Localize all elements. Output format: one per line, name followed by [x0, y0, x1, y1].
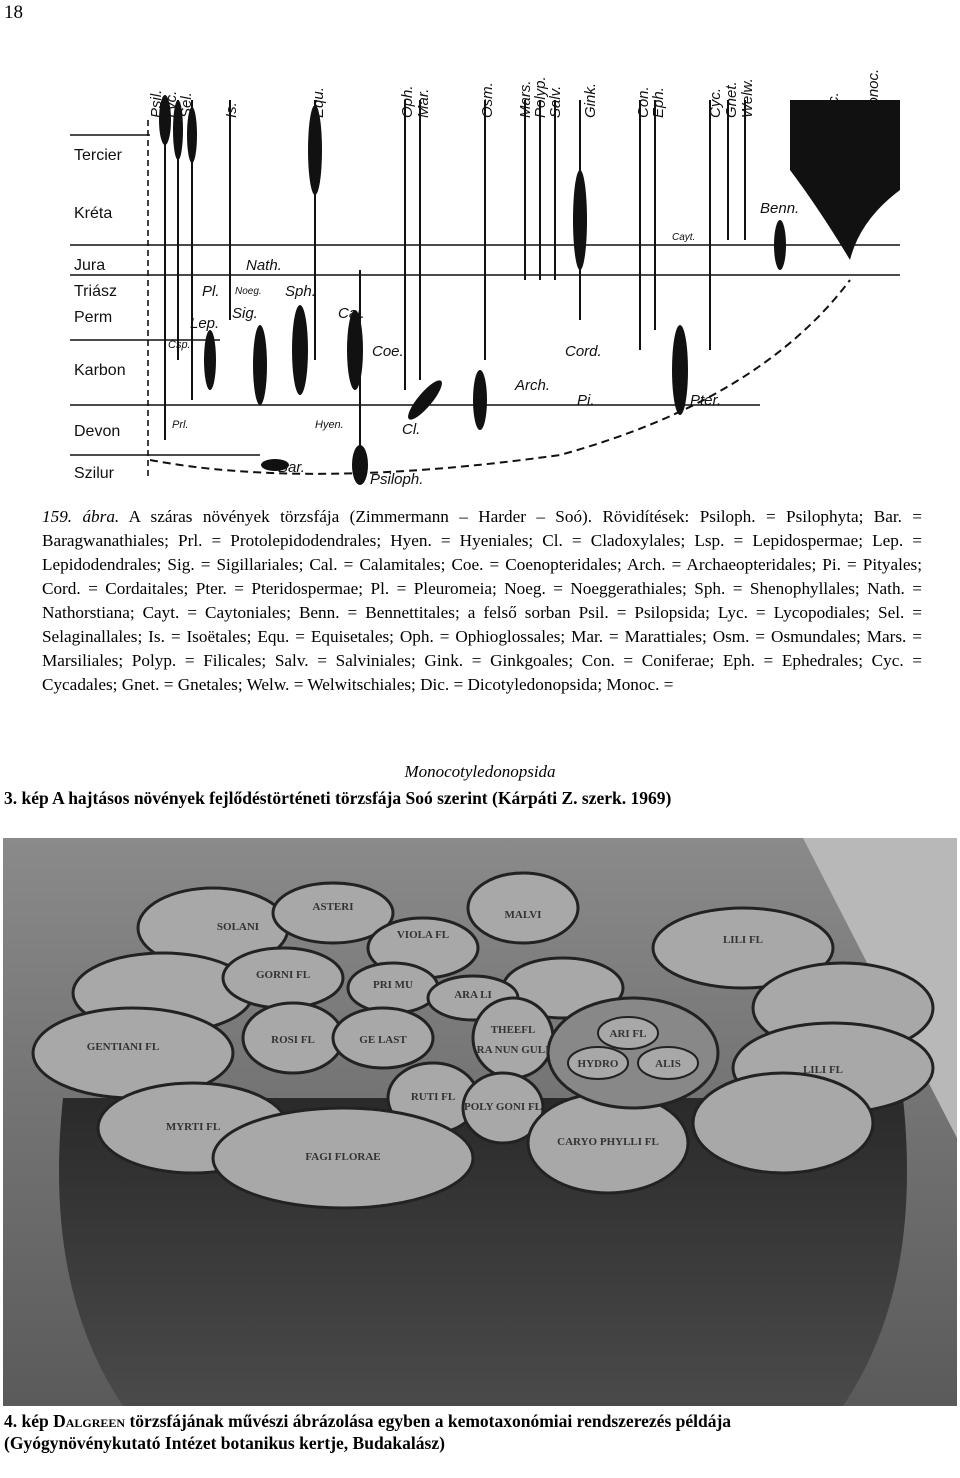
- plaque-rosi: ROSI FL: [271, 1034, 315, 1046]
- label-polyp: Polyp.: [532, 76, 549, 118]
- figure-number: 159. ábra.: [42, 507, 120, 526]
- label-mars: Mars.: [517, 80, 534, 118]
- plaque-gelast: GE LAST: [359, 1034, 407, 1046]
- plaque-gentiani: GENTIANI FL: [86, 1041, 160, 1053]
- plaque-viola: VIOLA FL: [396, 929, 450, 941]
- plaque-arali: ARA LI: [454, 989, 492, 1001]
- label-welw: Welw.: [739, 78, 756, 118]
- label-prl: Prl.: [172, 419, 189, 431]
- caption-4-line1: törzsfájának művészi ábrázolása egyben a kemotaxonómiai rendszerezés példája: [129, 1411, 732, 1431]
- label-osm: Osm.: [479, 82, 496, 118]
- plaque-ruti: RUTI FL: [410, 1091, 456, 1103]
- label-cayt: Cayt.: [672, 232, 696, 243]
- plaque-polygoni: POLY GONI FL: [463, 1101, 543, 1113]
- plaque-gorni: GORNI FL: [255, 969, 311, 981]
- caption-figure-4: [4, 1410, 954, 1454]
- label-sel: Sel.: [178, 92, 195, 118]
- label-cal: Cal.: [338, 305, 365, 322]
- label-csp: Csp.: [168, 339, 191, 351]
- figure-legend: [42, 505, 922, 697]
- label-pl: Pl.: [202, 283, 220, 300]
- sculpture-photo: [3, 838, 957, 1406]
- label-monoc: Monoc.: [865, 68, 882, 118]
- caption-figure-3: 3. kép A hajtásos növények fejlődéstörténeti törzsfája Soó szerint (Kárpáti Z. szerk. 1969): [4, 788, 672, 808]
- label-arch: Arch.: [515, 377, 551, 394]
- plaque-asteri: ASTERI: [312, 901, 354, 913]
- label-hyen: Hyen.: [315, 419, 344, 431]
- era-jura: Jura: [74, 257, 106, 274]
- label-psiloph: Psiloph.: [370, 471, 424, 488]
- plaque-theefl: THEEFL: [490, 1024, 536, 1036]
- plaque-primu: PRI MU: [372, 979, 414, 991]
- label-sig: Sig.: [232, 305, 258, 322]
- era-devon: Devon: [74, 423, 121, 440]
- plaque-malvi: MALVI: [504, 909, 542, 921]
- label-nath: Nath.: [246, 257, 282, 274]
- label-coe: Coe.: [372, 343, 404, 360]
- caption-4-name: Dalgreen: [53, 1411, 126, 1431]
- plaque-solani: SOLANI: [216, 921, 260, 933]
- label-oph: Oph.: [399, 85, 416, 118]
- label-salv: Salv.: [547, 85, 564, 118]
- label-pter: Pter.: [690, 392, 722, 409]
- era-kreta: Kréta: [74, 205, 113, 222]
- era-karbon: Karbon: [74, 362, 126, 379]
- label-lyc: Lyc.: [163, 90, 180, 118]
- label-cord: Cord.: [565, 343, 602, 360]
- tree-drawing: [60, 60, 900, 500]
- label-benn: Benn.: [760, 200, 800, 217]
- label-lep: Lep.: [190, 315, 220, 332]
- plaque-lili-1: LILI FL: [722, 934, 764, 946]
- plaque-hydro: HYDRO: [577, 1058, 619, 1070]
- label-psil: Psil.: [148, 89, 165, 118]
- label-sph: Sph.: [285, 283, 316, 300]
- era-perm: Perm: [74, 309, 113, 326]
- plaque-alis: ALIS: [655, 1058, 681, 1070]
- legend-last-line: Monocotyledonopsida: [404, 762, 556, 781]
- label-eph: Eph.: [650, 87, 667, 118]
- plaque-lili-2: LILI FL: [802, 1064, 844, 1076]
- era-szilur: Szilur: [74, 465, 115, 482]
- label-noeg: Noeg.: [235, 286, 262, 297]
- label-gink: Gink.: [582, 82, 599, 118]
- plaque-fagi: FAGI FLORAE: [305, 1151, 381, 1163]
- label-cyc: Cyc.: [707, 88, 724, 118]
- era-tercier: Tercier: [74, 147, 123, 164]
- legend-text: A száras növények törzsfája (Zimmermann – Harder – Soó). Rövidítések: Psiloph. = Psilophyta; Bar. = Baragwanathiales; Prl. = Protolepidodendrales; Hyen. = Hyeniales; Cl. = Cladoxylales; Lsp. = Lepidospermae; Lep. = Lepidodendrales; Sig. = Sigillariales; Cal. = Calamitales; Coe. = Coenopteridales; Arch. = Archaeopteridales; Pi. = Pityales; Cord. = Cordaitales; Pter. = Pteridospermae; Pl. = Pleuromeia; Noeg. = Noeggerathiales; Sph. = Shenophyllales; Nath. = Nathorstiana; Cayt. = Caytoniales; Benn. = Bennettitales; a felső sorban Psil. = Psilopsida; Lyc. = Lycopodiales; Sel. = Selaginallales; Is. = Isoëtales; Equ. = Equisetales; Oph. = Ophioglossales; Mar. = Marattiales; Osm. = Osmundales; Mars. = Marsiliales; Polyp. = Filicales; Salv. = Salviniales; Gink. = Ginkgoales; Con. = Coniferae; Eph. = Ephedrales; Cyc. = Cycadales; Gnet. = Gnetales; Welw. = Welwitschiales; Dic. = Dicotyledonopsida; Monoc. =: [42, 507, 922, 694]
- label-con: Con.: [635, 86, 652, 118]
- plaque-ari: ARI FL: [609, 1028, 647, 1040]
- caption-4-line2: (Gyógynövénykutató Intézet botanikus kertje, Budakalász): [4, 1433, 445, 1453]
- label-pi: Pi.: [577, 392, 595, 409]
- plaque-caryophylli: CARYO PHYLLI FL: [557, 1136, 659, 1148]
- label-gnet: Gnet.: [723, 81, 740, 118]
- label-is: Is.: [223, 102, 240, 118]
- phylogenetic-tree-figure: [60, 60, 900, 500]
- era-triasz: Triász: [74, 283, 117, 300]
- label-cl: Cl.: [402, 421, 421, 438]
- label-equ: Equ.: [310, 87, 327, 118]
- plaque-ranungul: RA NUN GULI: [476, 1044, 550, 1056]
- caption-4-prefix: 4. kép: [4, 1411, 49, 1431]
- label-bar: Bar.: [278, 459, 305, 476]
- label-dic: Dic.: [825, 92, 842, 118]
- plaque-myrti: MYRTI FL: [165, 1121, 221, 1133]
- label-mar: Mar.: [415, 88, 432, 118]
- page-number: 18: [4, 2, 23, 23]
